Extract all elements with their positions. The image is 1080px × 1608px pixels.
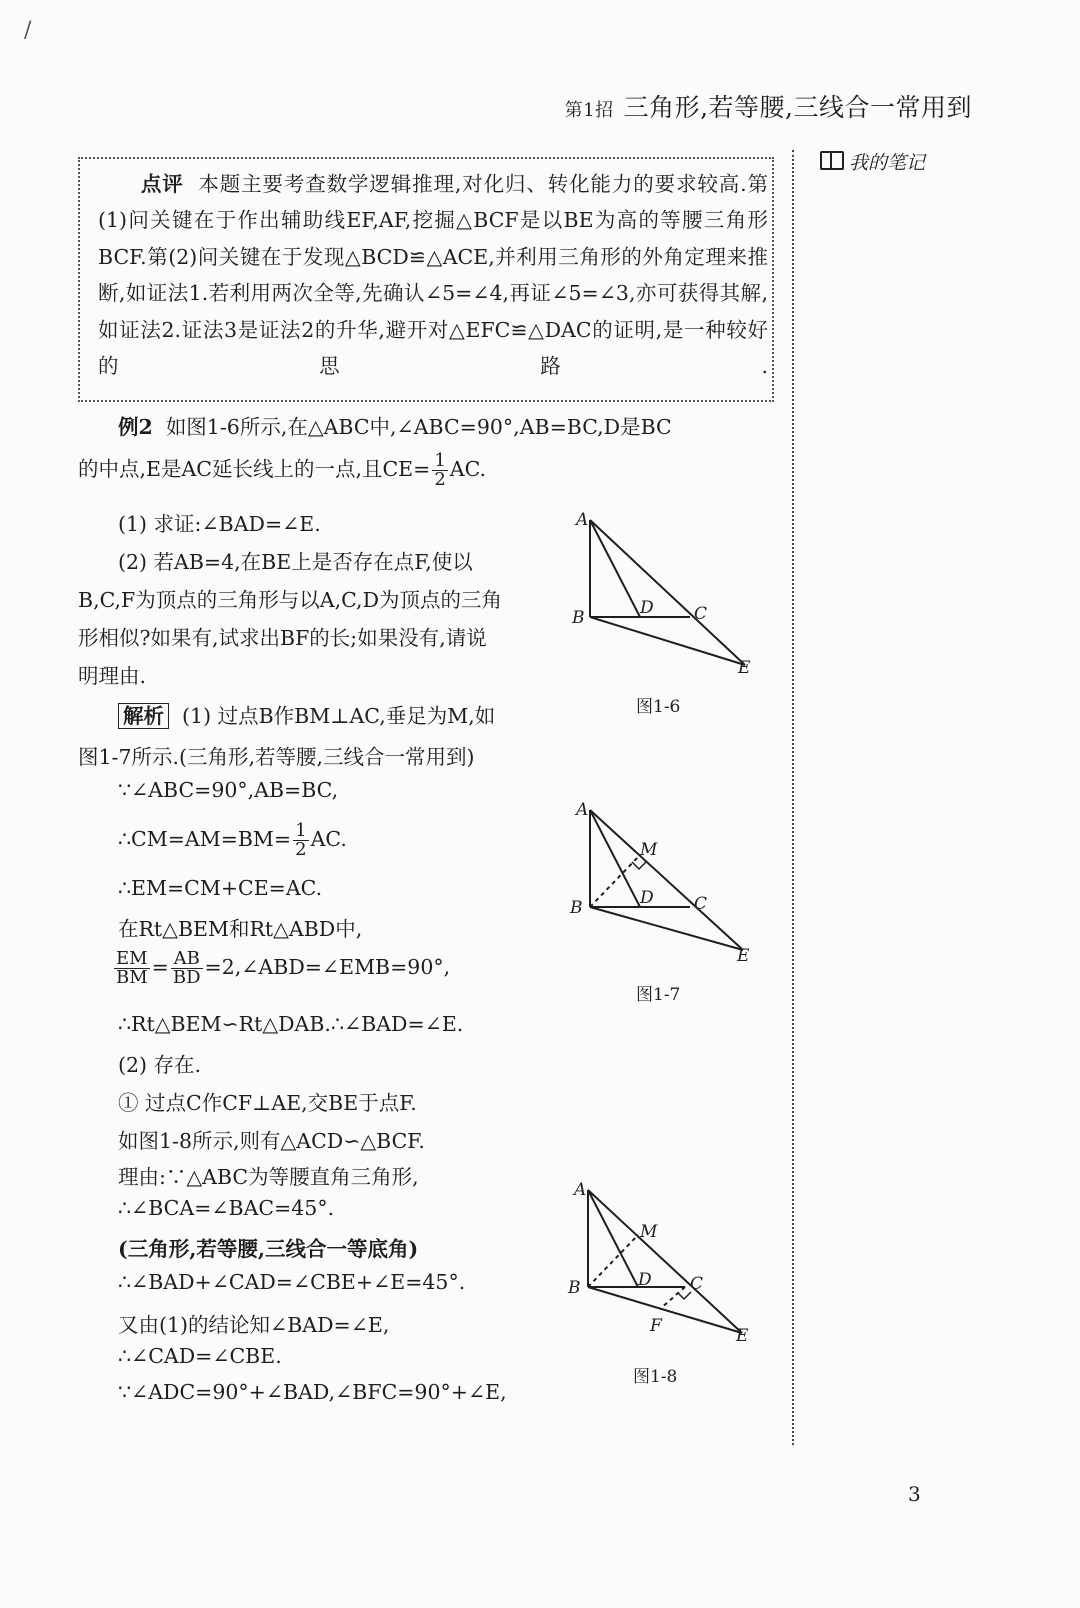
solution-label: 解析 xyxy=(118,703,169,729)
notes-heading xyxy=(820,148,925,175)
segment-ad xyxy=(590,810,640,907)
solution-line-9: (2) 存在. xyxy=(118,1053,202,1077)
solution-line-13: ∴∠BCA=∠BAC=45°. xyxy=(118,1196,335,1220)
page-number: 3 xyxy=(908,1482,921,1506)
label-b: B xyxy=(568,1278,581,1298)
caption-1-6: 图1-6 xyxy=(636,697,681,717)
example-label: 例2 xyxy=(118,415,153,439)
solution-line-7 xyxy=(112,950,450,987)
solution-line-2: 图1-7所示.(三角形,若等腰,三线合一常用到) xyxy=(78,745,475,769)
figure-1-7 xyxy=(560,795,770,975)
label-c: C xyxy=(694,894,708,914)
fraction-num: EM xyxy=(114,950,150,969)
corner-pen-mark: / xyxy=(24,18,32,43)
question-2-line-3: 形相似?如果有,试求出BF的长;如果没有,请说 xyxy=(78,626,487,650)
segment-ae xyxy=(588,1190,742,1333)
fraction-num: 1 xyxy=(434,450,446,471)
notes-divider xyxy=(792,150,794,1445)
example-line-1 xyxy=(118,410,672,440)
figure-1-8 xyxy=(560,1175,770,1355)
solution-text-1: (1) 过点B作BM⊥AC,垂足为M,如 xyxy=(182,704,496,728)
solution-line-8: ∴Rt△BEM∽Rt△DAB.∴∠BAD=∠E. xyxy=(118,1012,464,1036)
equals-sign: = xyxy=(151,955,169,979)
label-m: M xyxy=(640,840,658,860)
label-d: D xyxy=(640,598,654,618)
review-body: 本题主要考查数学逻辑推理,对化归、转化能力的要求较高.第(1)问关键在于作出辅助线EF,AF,挖掘△BCF是以BE为高的等腰三角形BCF.第(2)问关键在于发现△BCD≌△ACE,并利用三角形的外角定理来推断,如证法1.若利用两次全等,先确认∠5=∠4,再证∠5=∠3,亦可获得其解,如证法2.证法3是证法2的升华,避开对△EFC≌△DAC的证明,是一种较好的思路. xyxy=(98,172,768,379)
figure-1-6 xyxy=(560,505,770,690)
book-icon xyxy=(820,151,844,170)
segment-be xyxy=(588,1287,742,1333)
solution-line-3: ∵∠ABC=90°,AB=BC, xyxy=(118,778,339,802)
solution-line-11: 如图1-8所示,则有△ACD∽△BCF. xyxy=(118,1129,425,1153)
page-header xyxy=(565,88,972,124)
fraction-den: BD xyxy=(172,967,201,988)
solution-text-4a: ∴CM=AM=BM= xyxy=(118,827,292,851)
notes-label: 我的笔记 xyxy=(849,152,926,174)
example-text-2b: AC. xyxy=(449,457,487,481)
solution-text-7: =2,∠ABD=∠EMB=90°, xyxy=(204,955,451,979)
fraction-den: 2 xyxy=(295,839,307,860)
segment-cf-dashed xyxy=(660,1287,685,1309)
label-c: C xyxy=(690,1274,704,1294)
label-f: F xyxy=(650,1316,662,1336)
solution-line-18: ∵∠ADC=90°+∠BAD,∠BFC=90°+∠E, xyxy=(118,1380,507,1404)
example-text-2a: 的中点,E是AC延长线上的一点,且CE= xyxy=(78,457,431,481)
fraction-num: AB xyxy=(171,950,203,969)
solution-text-4b: AC. xyxy=(310,827,347,851)
fraction-den: 2 xyxy=(434,469,446,490)
chapter-prefix: 第1招 xyxy=(564,100,614,121)
example-line-2 xyxy=(78,452,486,489)
segment-ae xyxy=(590,520,745,665)
review-text xyxy=(98,166,768,384)
question-1: (1) 求证:∠BAD=∠E. xyxy=(118,512,321,536)
label-a: A xyxy=(574,1180,587,1200)
fraction-den: BM xyxy=(116,967,148,988)
fraction-num: 1 xyxy=(295,820,307,841)
solution-line-6: 在Rt△BEM和Rt△ABD中, xyxy=(118,917,363,941)
solution-line-4 xyxy=(118,822,347,859)
chapter-title: 三角形,若等腰,三线合一常用到 xyxy=(623,93,972,122)
right-angle-mark-m xyxy=(632,862,646,869)
fraction-half-2 xyxy=(293,822,308,859)
segment-be xyxy=(590,617,745,665)
question-2-line-1: (2) 若AB=4,在BE上是否存在点F,使以 xyxy=(118,550,473,574)
label-b: B xyxy=(570,898,583,918)
solution-line-15: ∴∠BAD+∠CAD=∠CBE+∠E=45°. xyxy=(118,1270,466,1294)
caption-1-8: 图1-8 xyxy=(633,1367,678,1387)
label-e: E xyxy=(738,658,751,678)
solution-line-14: (三角形,若等腰,三线合一等底角) xyxy=(118,1237,419,1261)
label-m: M xyxy=(640,1222,658,1242)
fraction-ab-bd xyxy=(171,950,203,987)
segment-bm-dashed xyxy=(588,1235,638,1287)
label-b: B xyxy=(572,608,585,628)
solution-line-1 xyxy=(118,699,495,729)
fraction-em-bm xyxy=(114,950,150,987)
review-label: 点评 xyxy=(140,172,184,196)
segment-ad xyxy=(590,520,640,617)
solution-line-12: 理由:∵△ABC为等腰直角三角形, xyxy=(118,1165,419,1189)
label-e: E xyxy=(737,946,750,966)
label-e: E xyxy=(736,1326,749,1346)
label-d: D xyxy=(638,1270,652,1290)
solution-line-17: ∴∠CAD=∠CBE. xyxy=(118,1344,282,1368)
solution-line-5: ∴EM=CM+CE=AC. xyxy=(118,876,323,900)
example-text-1: 如图1-6所示,在△ABC中,∠ABC=90°,AB=BC,D是BC xyxy=(165,415,672,439)
solution-line-10: ① 过点C作CF⊥AE,交BE于点F. xyxy=(118,1091,417,1115)
label-c: C xyxy=(694,604,708,624)
segment-ad xyxy=(588,1190,638,1287)
fraction-half xyxy=(432,452,447,489)
question-2-line-4: 明理由. xyxy=(78,664,147,688)
solution-line-16: 又由(1)的结论知∠BAD=∠E, xyxy=(118,1313,390,1337)
question-2-line-2: B,C,F为顶点的三角形与以A,C,D为顶点的三角 xyxy=(78,588,503,612)
caption-1-7: 图1-7 xyxy=(636,985,681,1005)
label-a: A xyxy=(576,510,589,530)
label-a: A xyxy=(576,800,589,820)
label-d: D xyxy=(640,888,654,908)
